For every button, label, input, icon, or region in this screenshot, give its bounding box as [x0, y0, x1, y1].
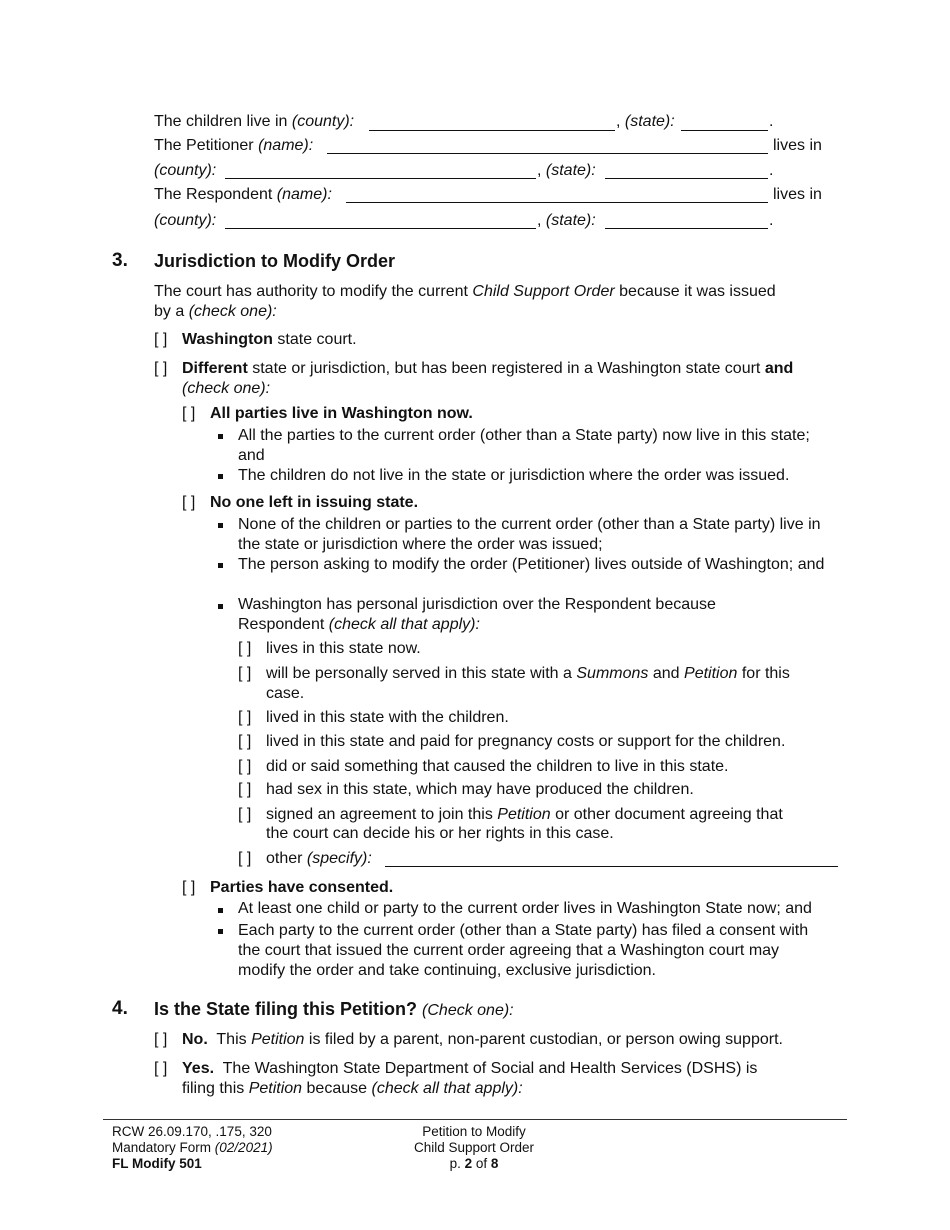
other-specify-field[interactable]: [385, 866, 838, 867]
footer-rule: [103, 1119, 847, 1120]
checkbox-paid-costs[interactable]: [ ]: [238, 733, 252, 750]
sub1-bullet-2: The children do not live in the state or jurisdiction where the order was issued.: [238, 467, 790, 484]
section-3-intro: The court has authority to modify the current Child Support Order because it was issued: [154, 283, 776, 300]
bullet-icon: [218, 434, 223, 439]
petitioner-county-label: (county):: [154, 162, 217, 179]
respondent-name-label: The Respondent (name):: [154, 186, 332, 203]
checkbox-no[interactable]: [ ]: [154, 1031, 168, 1048]
footer-mandatory: Mandatory Form (02/2021): [112, 1140, 273, 1155]
respondent-county-label: (county):: [154, 212, 217, 229]
respondent-state-label: , (state):: [537, 212, 596, 229]
checkbox-all-parties[interactable]: [ ]: [182, 405, 196, 422]
option-washington: Washington state court.: [182, 331, 357, 348]
respondent-lives-in: lives in: [773, 186, 822, 203]
choice-paid-costs: lived in this state and paid for pregnancy costs or support for the children.: [266, 733, 786, 750]
sub-all-parties-title: All parties live in Washington now.: [210, 405, 473, 422]
children-state-field[interactable]: [681, 130, 768, 131]
sub2-bullet-3: Washington has personal jurisdiction over the Respondent because: [238, 596, 716, 613]
period: .: [769, 113, 774, 130]
bullet-icon: [218, 604, 223, 609]
sub-consented-title: Parties have consented.: [210, 879, 394, 896]
option-no: No. This Petition is filed by a parent, non-parent custodian, or person owing support.: [182, 1031, 783, 1048]
section-3-title: Jurisdiction to Modify Order: [154, 251, 396, 271]
option-yes-cont: filing this Petition because (check all that apply):: [182, 1080, 523, 1097]
option-different-check: (check one):: [182, 380, 271, 397]
petitioner-county-field[interactable]: [225, 178, 536, 179]
checkbox-sex[interactable]: [ ]: [238, 781, 252, 798]
petitioner-state-field[interactable]: [605, 178, 768, 179]
choice-agreement: signed an agreement to join this Petition or other document agreeing that: [266, 806, 783, 823]
checkbox-lives-now[interactable]: [ ]: [238, 640, 252, 657]
choice-caused: did or said something that caused the children to live in this state.: [266, 758, 729, 775]
checkbox-washington[interactable]: [ ]: [154, 331, 168, 348]
children-live-in-label: The children live in (county):: [154, 113, 355, 130]
section-4-title: Is the State filing this Petition? (Check one):: [154, 999, 514, 1019]
bullet-icon: [218, 474, 223, 479]
bullet-icon: [218, 523, 223, 528]
sub3-bullet-2: Each party to the current order (other than a State party) has filed a consent with the court that issued the current order agreeing that a Washington court may modify the order and take continuing, exclusive jurisdiction.: [238, 922, 809, 979]
respondent-state-field[interactable]: [605, 228, 768, 229]
option-yes: Yes. The Washington State Department of Social and Health Services (DSHS) is: [182, 1060, 758, 1077]
sub1-bullet-1: All the parties to the current order (other than a State party) now live in this state; and: [238, 427, 810, 464]
footer-form-id: FL Modify 501: [112, 1156, 202, 1171]
footer-rcw: RCW 26.09.170, .175, 320: [112, 1124, 272, 1139]
checkbox-agreement[interactable]: [ ]: [238, 806, 252, 823]
checkbox-different[interactable]: [ ]: [154, 360, 168, 377]
period: .: [769, 212, 774, 229]
children-state-label: , (state):: [616, 113, 675, 130]
checkbox-other[interactable]: [ ]: [238, 850, 252, 867]
choice-other: other (specify):: [266, 850, 372, 867]
option-different: Different state or jurisdiction, but has been registered in a Washington state court and: [182, 360, 794, 377]
sub-no-one-left-title: No one left in issuing state.: [210, 494, 419, 511]
bullet-icon: [218, 908, 223, 913]
checkbox-served[interactable]: [ ]: [238, 665, 252, 682]
choice-served-cont: case.: [266, 685, 305, 702]
checkbox-caused[interactable]: [ ]: [238, 758, 252, 775]
sub2-bullet-2: The person asking to modify the order (Petitioner) lives outside of Washington; and: [238, 556, 825, 573]
choice-sex: had sex in this state, which may have produced the children.: [266, 781, 694, 798]
footer-page: p. 2 of 8: [449, 1156, 499, 1171]
sub2-bullet-1: None of the children or parties to the current order (other than a State party) live in the state or jurisdiction where the order was issued;: [238, 516, 821, 553]
checkbox-consented[interactable]: [ ]: [182, 879, 196, 896]
section-3-intro-2: by a (check one):: [154, 303, 277, 320]
choice-lived-children: lived in this state with the children.: [266, 709, 509, 726]
footer-title-1: Petition to Modify: [422, 1124, 526, 1139]
sub3-bullet-1: At least one child or party to the current order lives in Washington State now; and: [238, 900, 812, 917]
children-county-field[interactable]: [369, 130, 615, 131]
choice-lives-now: lives in this state now.: [266, 640, 421, 657]
checkbox-no-one-left[interactable]: [ ]: [182, 494, 196, 511]
petitioner-name-field[interactable]: [327, 153, 768, 154]
choice-agreement-cont: the court can decide his or her rights in this case.: [266, 825, 614, 842]
section-4-number: 4.: [112, 998, 128, 1019]
respondent-name-field[interactable]: [346, 202, 768, 203]
footer-title-2: Child Support Order: [413, 1140, 535, 1155]
bullet-icon: [218, 563, 223, 568]
section-3-number: 3.: [112, 250, 128, 271]
bullet-icon: [218, 929, 223, 934]
period: .: [769, 162, 774, 179]
respondent-county-field[interactable]: [225, 228, 536, 229]
petitioner-state-label: , (state):: [537, 162, 596, 179]
petitioner-name-label: The Petitioner (name):: [154, 137, 314, 154]
choice-served: will be personally served in this state with a Summons and Petition for this: [266, 665, 790, 682]
sub2-bullet-3-cont: Respondent (check all that apply):: [238, 616, 480, 633]
checkbox-yes[interactable]: [ ]: [154, 1060, 168, 1077]
petitioner-lives-in: lives in: [773, 137, 822, 154]
checkbox-lived-children[interactable]: [ ]: [238, 709, 252, 726]
